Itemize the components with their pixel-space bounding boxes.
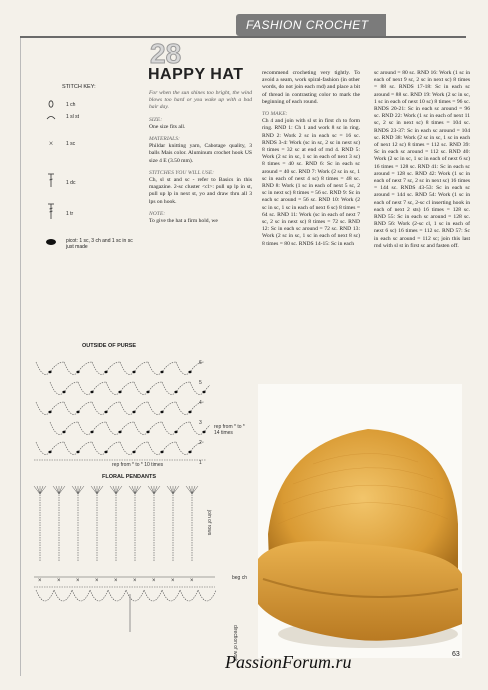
svg-text:×: × — [133, 578, 137, 584]
row-number: 4 — [199, 400, 202, 406]
svg-text:×: × — [76, 578, 80, 584]
stitches-text: Ch, sl st and sc - refer to Basics in this magazine. 2-sc cluster <cl>: pull up lp in st, pull up lp in next st, yo and draw thru all 3 lps on hook. — [149, 177, 252, 205]
size-heading: SIZE: — [149, 116, 163, 123]
text-column-1 — [149, 90, 252, 225]
text-column-2 — [262, 70, 360, 248]
to-make-heading: TO MAKE: — [262, 111, 288, 118]
row-number: 6 — [199, 360, 202, 366]
x-icon: × — [48, 139, 54, 148]
direction-label: direction of work — [232, 625, 238, 662]
intro-continued-text: recommend crocheting very tightly. To avoid a seam, work spiral-fashion (in other words, do not join each rnd) and place a bit of thread in contrasting color to mark the beginning of each round. — [262, 70, 360, 105]
note-text: To give the hat a firm hold, we — [149, 218, 218, 225]
tall-t-icon — [42, 172, 60, 190]
svg-text:×: × — [152, 578, 156, 584]
pendants-diagram-title: FLORAL PENDANTS — [102, 474, 156, 480]
stitch-key-label: 1 ch — [66, 102, 76, 108]
materials-text: Phildar knitting yarn, Cabotage quality, 3 balls Mais color. Aluminum crochet hook US size 4 E (3.50 mm). — [149, 143, 252, 164]
join-label: join of rows — [206, 510, 212, 536]
stitch-key-label: 1 tr — [66, 211, 74, 217]
row-number: 5 — [199, 380, 202, 386]
svg-text:×: × — [38, 578, 42, 584]
repeat-right-note: rep from * to * 14 times — [214, 424, 245, 436]
size-text: One size fits all. — [149, 123, 186, 130]
text-column-3 — [374, 70, 470, 250]
stitches-heading: STITCHES YOU WILL USE: — [149, 169, 215, 176]
svg-text:×: × — [190, 578, 194, 584]
stitch-key-title: STITCH KEY: — [62, 84, 96, 90]
filled-oval-icon — [42, 238, 60, 248]
page-gutter-line — [20, 36, 21, 676]
row-number: 2 — [199, 440, 202, 446]
stitch-key-label: 1 sc — [66, 141, 76, 147]
arc-icon — [42, 113, 60, 122]
pattern-number: 28 — [150, 38, 182, 69]
note-heading: NOTE: — [149, 210, 166, 217]
intro-text: For when the sun shines too bright, the wind blows too hard or you wake up with a bad hair day. — [149, 90, 252, 111]
purse-mesh-diagram — [30, 352, 210, 467]
hat-photo — [258, 384, 462, 658]
svg-text:×: × — [171, 578, 175, 584]
floral-pendants-diagram — [30, 482, 220, 642]
beginning-chain-label: beg ch — [232, 575, 248, 581]
site-watermark: PassionForum.ru — [225, 652, 352, 672]
materials-heading: MATERIALS: — [149, 136, 180, 143]
row-number: 1 — [199, 460, 202, 466]
repeat-bottom-note: rep from * to * 10 times — [112, 462, 164, 468]
purse-diagram-title: OUTSIDE OF PURSE — [82, 343, 137, 349]
svg-text:×: × — [57, 578, 61, 584]
pattern-title: HAPPY HAT — [148, 66, 244, 83]
page-number: 63 — [452, 651, 460, 658]
svg-text:×: × — [95, 578, 99, 584]
stitch-key-label: picot: 1 sc, 3 ch and 1 sc in sc just made — [66, 238, 133, 250]
oval-icon — [42, 100, 60, 110]
stitch-key-label: 1 dc — [66, 180, 76, 186]
top-rule — [20, 36, 466, 38]
to-make-text: Ch 4 and join with sl st in first ch to form ring. RND 1: Ch 1 and work 8 sc in ring. RND 2: Work 2 sc in each sc = 16 sc. RNDS 3-4: Work (sc in sc, 2 sc in next sc) 8 times = 32 sc at end of rnd 4. RND 5: Work (2 sc in sc, 1 sc in each of next 3 sc) 8 times = 40 sc. RND 6: Sc in each sc around = 40 sc. RND 7: Work (2 sc in sc, 1 sc in each of next 4 sc) 8 times = 48 sc. RND 8: Work (1 sc in each of next 5 sc, 2 sc in next sc) 8 times = 56 sc. RND 9: Sc in each sc around = 56 sc. RND 10: Work (2 sc in sc, 1 sc in each of next 6 sc) 8 times = 64 sc. RND 11: Work (sc in each of next 7 sc, 2 sc in next sc) 8 times = 72 sc. RND 12: Sc in each sc around = 72 sc. RND 13: Work (2 sc in sc, 1 sc in each of next 8 sc) 8 times = 80 sc. RNDS 14-15: Sc in each — [262, 118, 360, 247]
section-banner: FASHION CROCHET — [236, 14, 386, 36]
stitch-key-label: 1 sl st — [66, 114, 80, 120]
double-bar-t-icon — [42, 202, 60, 222]
row-number: 3 — [199, 420, 202, 426]
svg-text:×: × — [114, 578, 118, 584]
rounds-text: sc around = 80 sc. RND 16: Work (1 sc in each of next 9 sc, 2 sc in next sc) 8 times = 88 sc. RNDS 17-18: Sc in each sc around = 88 sc. RND 19: Work (2 sc in sc, 1 sc in each of next 10 sc) 8 times = 96 sc. RNDS 20-21: Sc in each sc around = 96 sc. RND 22: Work (1 sc in each of next 11 sc, 2 sc in next sc) 8 times = 104 sc. RNDS 23-37: Sc in each sc around = 104 sc. RND 38: Work (2 sc in sc, 1 sc in each of next 12 sc) 8 times = 112 sc. RND 39: Sc in each sc around = 112 sc. RND 40: Work (2 sc in sc, 1 sc in each of next 6 sc) 16 times = 128 sc. RND 41: Sc in each sc around = 128 sc. RND 42: Work (1 sc in each of next 7 sc, 2 sc in next sc) 16 times = 144 sc. RNDS 43-53: Sc in each sc around = 144 sc. RND 54: Work (1 sc in each of next 7 sc, 2-sc cl inserting hook in each of next 2 sts) 16 times = 128 sc. RND 55: Sc in each sc around = 128 sc. RND 56: Work (2-sc cl, 1 sc in each of next 6 sc) 16 times = 112 sc. RND 57: Sc in each sc around = 112 sc; join this last rnd with sl st in first sc and fasten off. — [374, 70, 470, 249]
